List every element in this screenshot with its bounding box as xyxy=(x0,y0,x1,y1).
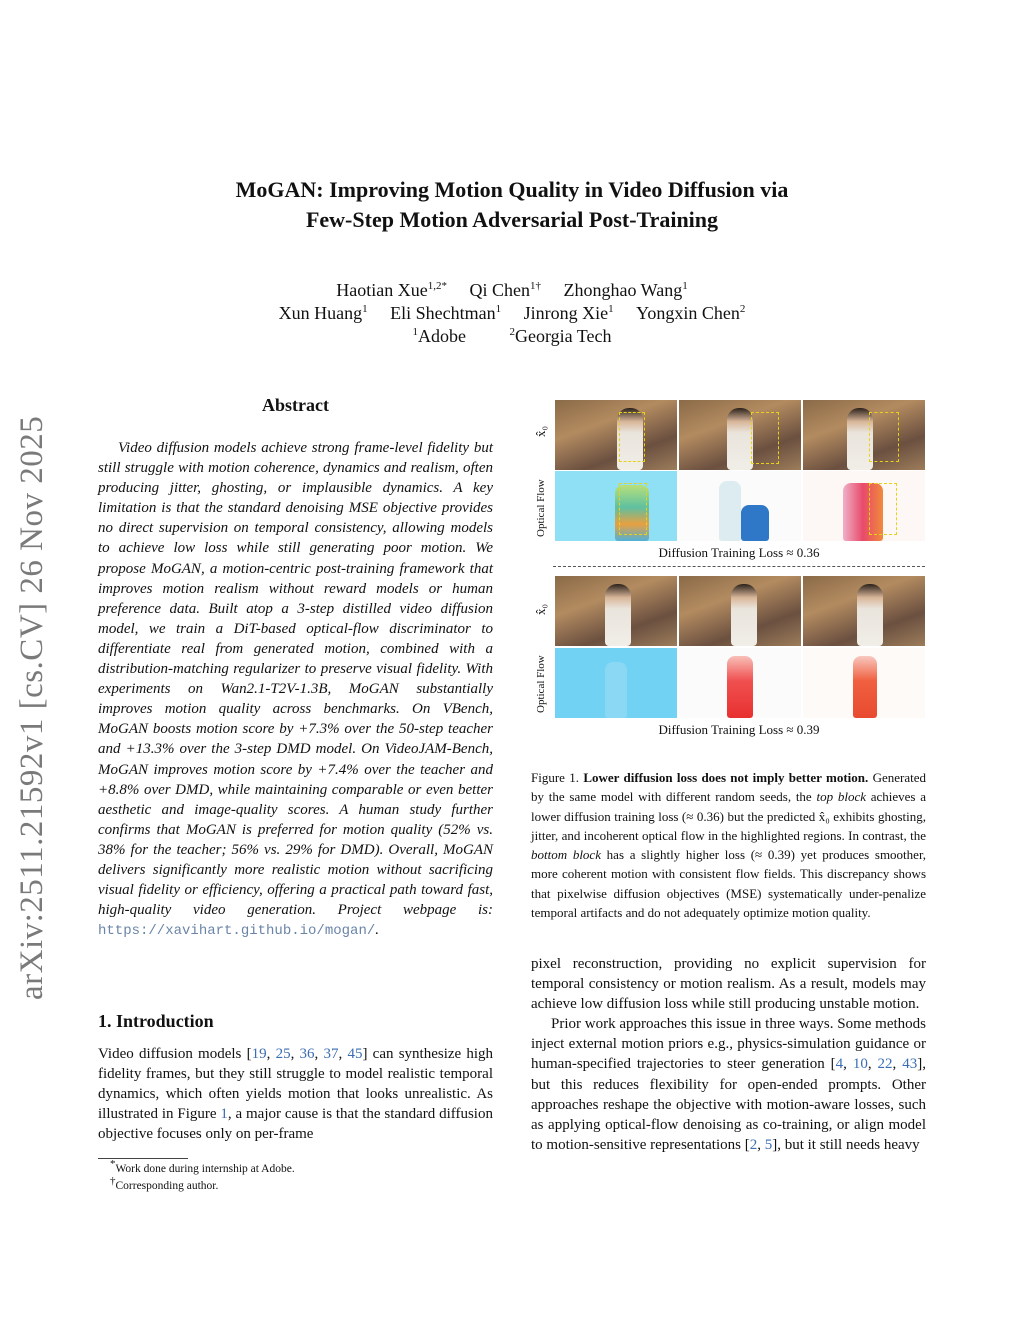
author: Haotian Xue$^{1,2*}$ xyxy=(336,280,447,300)
optical-flow-frame xyxy=(555,648,677,718)
citation-link[interactable]: 22 xyxy=(877,1056,893,1073)
author: Eli Shechtman$^1$ xyxy=(390,303,502,323)
optical-flow-frame xyxy=(679,648,801,718)
flow-region xyxy=(853,656,877,718)
right-column-text xyxy=(531,954,926,1155)
paper-title xyxy=(0,175,1024,235)
title-line-2: Few-Step Motion Adversarial Post-Training xyxy=(305,207,719,232)
footnote: *Work done during internship at Adobe. xyxy=(110,1158,295,1175)
loss-label-top: Diffusion Training Loss ≈ 0.36 xyxy=(658,545,820,560)
subject-figure xyxy=(605,584,631,646)
optical-flow-frame xyxy=(555,471,677,541)
affiliation: $^2$Georgia Tech xyxy=(509,326,612,346)
citation-link[interactable]: 43 xyxy=(902,1056,918,1073)
paragraph: Prior work approaches this issue in three ways. Some methods inject external motion priors e.g., physics-simulation guidance or human-specified trajectories to steer generation [4, 10, 22, 43], but this reduces flexibility for open-ended prompts. Other approaches reshape the objective with motion-aware losses, such as applying optical-flow denoising as co-training, or align model to motion-sensitive representations [2, 5], but it still needs heavy xyxy=(531,1016,926,1153)
subject-figure xyxy=(727,408,753,470)
figure-ref-link[interactable]: 1 xyxy=(220,1106,228,1123)
title-line-1: MoGAN: Improving Motion Quality in Video Diffusion via xyxy=(235,177,789,202)
citation-link[interactable]: 5 xyxy=(764,1136,773,1153)
paragraph: pixel reconstruction, providing no explicit supervision for temporal consistency or motion realism. As a result, models may achieve low diffusion loss while still producing unstable motion. xyxy=(531,956,926,1013)
loss-label-bottom: Diffusion Training Loss ≈ 0.39 xyxy=(658,722,820,737)
author: Zhonghao Wang$^1$ xyxy=(563,280,688,300)
highlight-box xyxy=(869,483,897,535)
affiliations xyxy=(0,325,1024,348)
video-frame xyxy=(555,400,677,470)
author: Xun Huang$^1$ xyxy=(278,303,368,323)
abstract-heading: Abstract xyxy=(262,395,329,415)
highlight-box xyxy=(869,412,899,462)
author: Qi Chen$^{1\dagger}$ xyxy=(469,280,541,300)
abstract-body: Video diffusion models achieve strong frame-level fidelity but still struggle with motion coherence, dynamics and realism, often producing jitter, ghosting, or implausible dynamics. A key limitation is that the standard denoising MSE objective provides no direct supervision on temporal consistency, allowing models to achieve low loss while still generating poor motion. We propose MoGAN, a motion-centric post-training framework that improves motion realism without reward models or human preference data. Built atop a 3-step distilled video diffusion model, we train a DiT-based optical-flow discriminator to differentiate real from generated motion, combined with a distribution-matching regularizer to preserve visual fidelity. With experiments on Wan2.1-T2V-1.3B, MoGAN substantially improves motion quality across benchmarks. On VBench, MoGAN boosts motion score by +7.3% over the 50-step teacher and +13.3% over the 3-step DMD model. On VideoJAM-Bench, MoGAN improves motion score by +7.4% over the teacher and +8.8% over DMD, while maintaining comparable or even better aesthetic and image-quality scores. A human study further confirms that MoGAN is preferred for motion quality (52% vs. 38% for the teacher; 56% vs. 29% for DMD). Overall, MoGAN delivers significantly more realistic motion without sacrificing visual fidelity or efficiency, offering a practical path toward fast, high-quality video generation. Project webpage is: https://xavihart.github.io/mogan/. xyxy=(98,440,493,940)
author-row-1 xyxy=(0,279,1024,302)
video-frame xyxy=(679,400,801,470)
citation-link[interactable]: 4 xyxy=(835,1056,844,1073)
flow-region xyxy=(719,481,741,541)
optical-flow-frame xyxy=(803,648,925,718)
citation-link[interactable]: 19 xyxy=(251,1046,267,1062)
project-url-link[interactable]: https://xavihart.github.io/mogan/ xyxy=(98,923,376,940)
figure-caption: Figure 1. Lower diffusion loss does not imply better motion. Generated by the same model with different random seeds, the top block achieves a lower diffusion training loss (≈ 0.36) but the predicted x̂₀ exhibits ghosting, jitter, and incoherent optical flow in the highlighted regions. In contrast, the bottom block has a slightly higher loss (≈ 0.39) yet produces smoother, more coherent motion with consistent flow fields. This discrepancy shows that pixelwise diffusion objectives (MSE) systematically under-penalize temporal artifacts and do not adequately optimize motion quality. xyxy=(531,770,927,921)
row-label-flow-bottom: Optical Flow xyxy=(535,655,547,713)
video-frame xyxy=(555,576,677,646)
row-label-pred-bottom: x̂₀ xyxy=(533,603,548,615)
figure-1 xyxy=(533,397,925,737)
subject-figure xyxy=(857,584,883,646)
flow-region xyxy=(727,656,753,718)
video-frame xyxy=(679,576,801,646)
section-heading-introduction: 1. Introduction xyxy=(98,1011,214,1031)
row-label-pred-top: x̂₀ xyxy=(533,425,548,437)
block-divider xyxy=(553,566,925,567)
citation-link[interactable]: 2 xyxy=(749,1136,758,1153)
citation-link[interactable]: 10 xyxy=(852,1056,868,1073)
footnote: †Corresponding author. xyxy=(110,1175,219,1192)
subject-figure xyxy=(731,584,757,646)
optical-flow-frame xyxy=(803,471,925,541)
citation-link[interactable]: 25 xyxy=(275,1046,291,1062)
citation-link[interactable]: 45 xyxy=(347,1046,363,1062)
video-frame xyxy=(803,400,925,470)
flow-region xyxy=(741,505,769,541)
highlight-box xyxy=(751,412,779,464)
highlight-box xyxy=(619,412,645,462)
author-block xyxy=(0,279,1024,348)
highlight-box xyxy=(619,483,647,535)
intro-paragraph: Video diffusion models [19, 25, 36, 37, 45] can synthesize high fidelity frames, but they still struggle to model realistic temporal dynamics, which often yields motion that looks unrealistic. As illustrated in Figure 1, a major cause is that the standard diffusion objective focuses only on per-frame xyxy=(98,1046,494,1143)
citation-link[interactable]: 36 xyxy=(299,1046,315,1062)
citation-link[interactable]: 37 xyxy=(323,1046,339,1062)
author-row-2 xyxy=(0,302,1024,325)
affiliation: $^1$Adobe xyxy=(412,326,466,346)
optical-flow-frame xyxy=(679,471,801,541)
author: Yongxin Chen$^2$ xyxy=(636,303,746,323)
arxiv-stamp: arXiv:2511.21592v1 [cs.CV] 26 Nov 2025 xyxy=(14,415,50,1000)
author: Jinrong Xie$^1$ xyxy=(523,303,614,323)
flow-region xyxy=(605,662,627,718)
row-label-flow-top: Optical Flow xyxy=(535,479,547,537)
video-frame xyxy=(803,576,925,646)
